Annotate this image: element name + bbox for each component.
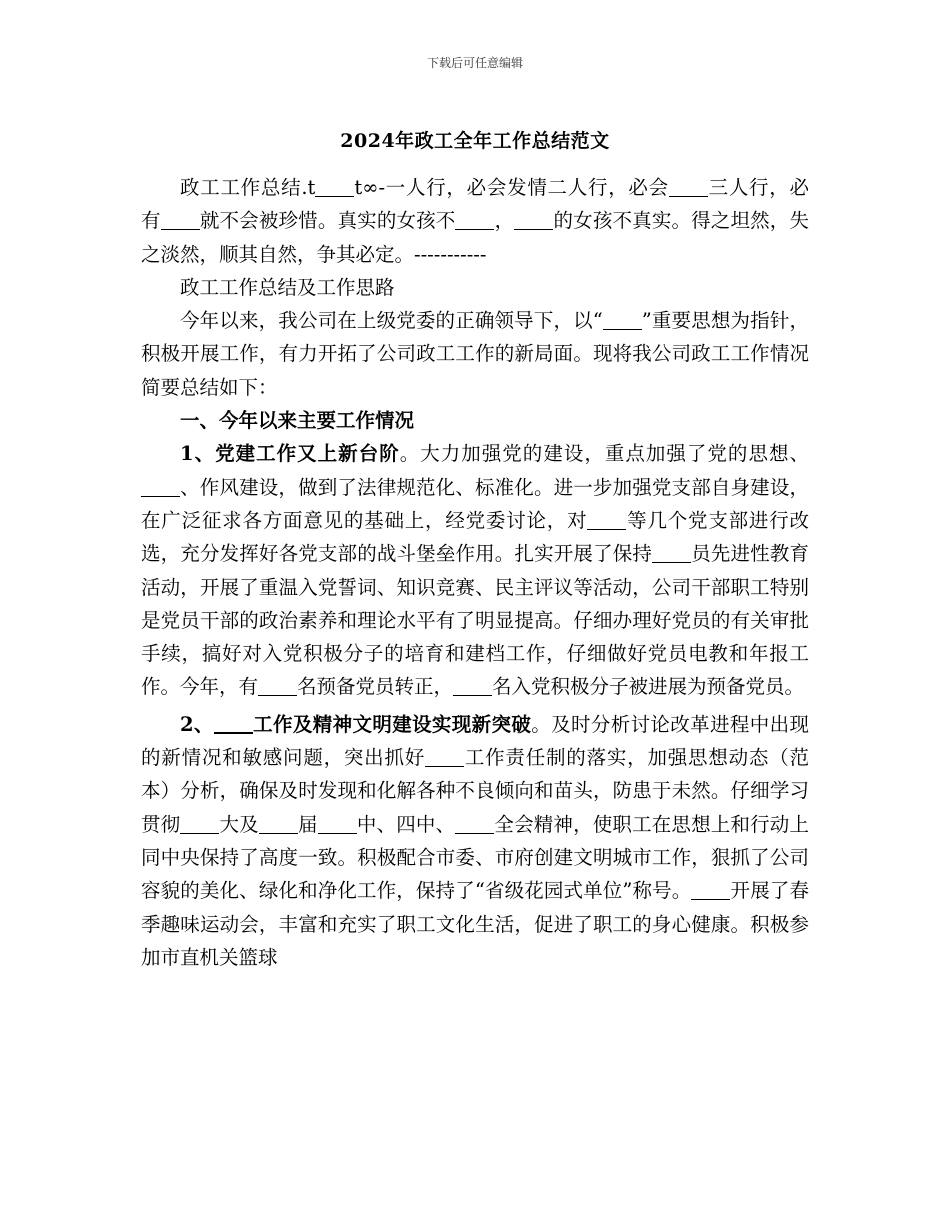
blank-line [141, 476, 180, 497]
blank-line [587, 509, 626, 530]
blank-line [161, 210, 200, 231]
blank-line [258, 676, 297, 697]
paragraph-subtitle: 政工工作总结及工作思路 [180, 275, 395, 299]
item-2-heading: 工作及精神文明建设实现新突破 [252, 712, 532, 736]
item-2-number: 2、 [180, 712, 214, 736]
document-title: 2024年政工全年工作总结范文 [340, 130, 610, 152]
blank-line [603, 310, 642, 331]
paragraph-item-1: 1、党建工作又上新台阶。大力加强党的建设，重点加强了党的思想、、作风建设，做到了法律规范化、标准化。进一步加强党支部自身建设，在广泛征求各方面意见的基础上，经党委讨论，对 等几个党支部进行改选，充分发挥好各党支部的战斗堡垒作用。扎实开展了保持 员先进性教育活动，开展了重温入党誓词、知识竞赛、民主评议等活动，公司干部职工特别是党员干部的政治素养和理论水平有了明显提高。仔细办理好党员的有关审批手续，搞好对入党积极分子的培育和建档工作，仔细做好党员电教和年报工作。今年，有 名预备党员转正， 名入党积极分子被进展为预备党员。 [141, 442, 809, 699]
document-body [141, 171, 809, 974]
paragraph-overview: 今年以来，我公司在上级党委的正确领导下，以“ ”重要思想为指针，积极开展工作，有力开拓了公司政工工作的新局面。现将我公司政工工作情况简要总结如下： [141, 309, 809, 399]
blank-line [214, 712, 253, 734]
blank-line [318, 813, 357, 834]
blank-line [180, 813, 219, 834]
paragraph-intro: 政工工作总结.t t∞-一人行，必会发情二人行，必会 三人行，必有 就不会被珍惜。真实的女孩不 ， 的女孩不真实。得之坦然，失之淡然，顺其自然，争其必定。----------- [141, 176, 809, 266]
blank-line [455, 813, 494, 834]
header-note: 下载后可任意编辑 [426, 56, 523, 70]
blank-line [652, 543, 691, 564]
blank-line [425, 747, 464, 768]
paragraph-item-2: 2、 工作及精神文明建设实现新突破。及时分析讨论改革进程中出现的新情况和敏感问题，突出抓好 工作责任制的落实，加强思想动态（范本）分析，确保及时发现和化解各种不良倾向和苗头，防患于未然。仔细学习贯彻 大及 届 中、四中、 全会精神，使职工在思想上和行动上同中央保持了高度一致。积极配合市委、市府创建文明城市工作，狠抓了公司容貌的美化、绿化和净化工作，保持了“省级花园式单位”称号。 开展了春季趣味运动会，丰富和充实了职工文化生活，促进了职工的身心健康。积极参加市直机关篮球 [141, 712, 809, 969]
item-1-heading: 1、党建工作又上新台阶 [180, 442, 400, 466]
blank-line [455, 210, 494, 231]
blank-line [259, 813, 298, 834]
blank-line [315, 177, 354, 198]
blank-line [453, 676, 492, 697]
blank-line [514, 210, 553, 231]
section-heading: 一、今年以来主要工作情况 [180, 409, 415, 433]
blank-line [691, 880, 730, 901]
blank-line [669, 177, 708, 198]
